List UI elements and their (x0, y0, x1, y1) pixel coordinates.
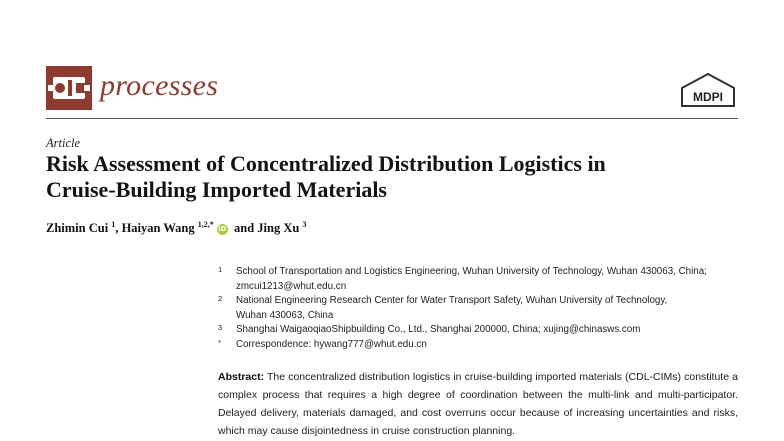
affiliations (218, 265, 748, 352)
affiliation-item (218, 265, 748, 294)
author-affiliation-mark: 1 (111, 220, 116, 229)
author-name[interactable]: Zhimin Cui (46, 221, 109, 236)
orcid-icon[interactable]: iD (218, 224, 227, 233)
affiliation-text: School of Transportation and Logistics Engineering, Wuhan University of Technology, Wuhan 430063, China; (236, 266, 707, 277)
correspondence-text: Correspondence: hywang777@whut.edu.cn (236, 338, 427, 350)
abstract (218, 368, 738, 440)
affiliation-text: Shanghai WaigaoqiaoShipbuilding Co., Ltd., Shanghai 200000, China; xujing@chinasws.com (236, 324, 641, 335)
affiliation-mark: 1 (218, 265, 223, 274)
article-type: Article (46, 136, 81, 150)
affiliation-mark: 3 (218, 323, 223, 332)
abstract-text: The concentralized distribution logistics in cruise-building imported materials (CDL-CIMs) constitute a complex process that requires a high degree of coordination between the multi-link and multi-participator. Delayed delivery, materials damaged, and cost overruns occur because of increasing uncertainties and risks, which may cause disjointedness in cruise construction planning. (218, 371, 738, 437)
header-rule (46, 118, 738, 119)
affiliation-text: Wuhan 430063, China (236, 309, 334, 321)
mdpi-logo (678, 72, 738, 108)
article-title (46, 151, 746, 203)
author-affiliation-mark: 1,2,* (197, 220, 214, 229)
affiliation-text: National Engineering Research Center for Water Transport Safety, Wuhan University of Technology, (236, 295, 668, 306)
affiliation-item (218, 323, 748, 338)
affiliation-item (218, 294, 748, 323)
author-separator: , (115, 221, 119, 236)
author-name[interactable]: Jing Xu (257, 221, 300, 236)
affiliation-mark: 2 (218, 294, 223, 303)
author-separator-and: and (234, 221, 255, 236)
journal-name: processes (100, 69, 219, 102)
title-line-1: Risk Assessment of Concentralized Distribution Logistics in (46, 151, 606, 176)
title-line-2: Cruise-Building Imported Materials (46, 177, 387, 202)
author-name[interactable]: Haiyan Wang (121, 221, 195, 236)
publisher-name: MDPI (693, 90, 723, 104)
affiliation-item (218, 338, 748, 353)
abstract-label: Abstract: (218, 371, 265, 383)
author-list (46, 220, 306, 236)
author-email[interactable]: zmcui1213@whut.edu.cn (236, 280, 347, 292)
author-affiliation-mark: 3 (302, 220, 307, 229)
affiliation-mark: * (218, 337, 221, 347)
processes-logo (46, 66, 92, 110)
